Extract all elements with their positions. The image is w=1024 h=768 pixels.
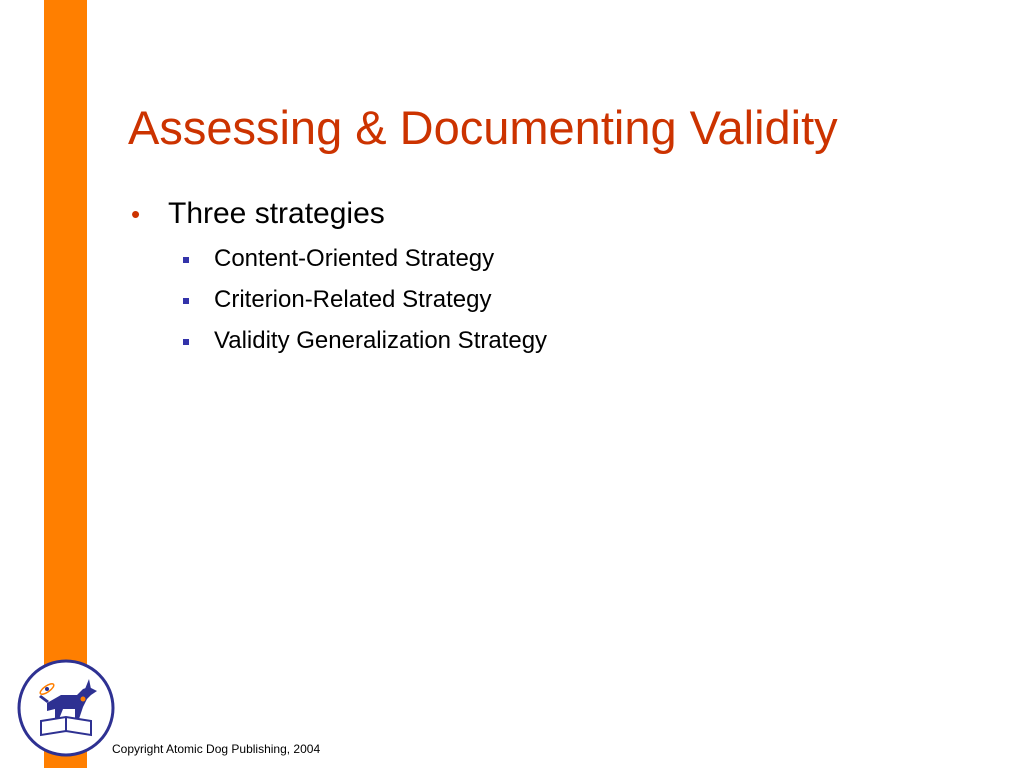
square-bullet-icon: [183, 298, 189, 304]
left-accent-bar: [44, 0, 87, 768]
square-bullet-icon: [183, 257, 189, 263]
bullet-text: Three strategies: [168, 197, 385, 230]
slide-title: Assessing & Documenting Validity: [128, 101, 838, 154]
square-bullet-icon: [183, 339, 189, 345]
sub-bullet-text: Criterion-Related Strategy: [214, 286, 492, 313]
copyright-text: Copyright Atomic Dog Publishing, 2004: [112, 742, 321, 756]
sub-bullet-text: Content-Oriented Strategy: [214, 245, 495, 272]
bullet-dot-icon: •: [131, 199, 141, 229]
atomic-dog-logo-icon: [17, 659, 115, 757]
sub-bullet-text: Validity Generalization Strategy: [214, 327, 548, 354]
